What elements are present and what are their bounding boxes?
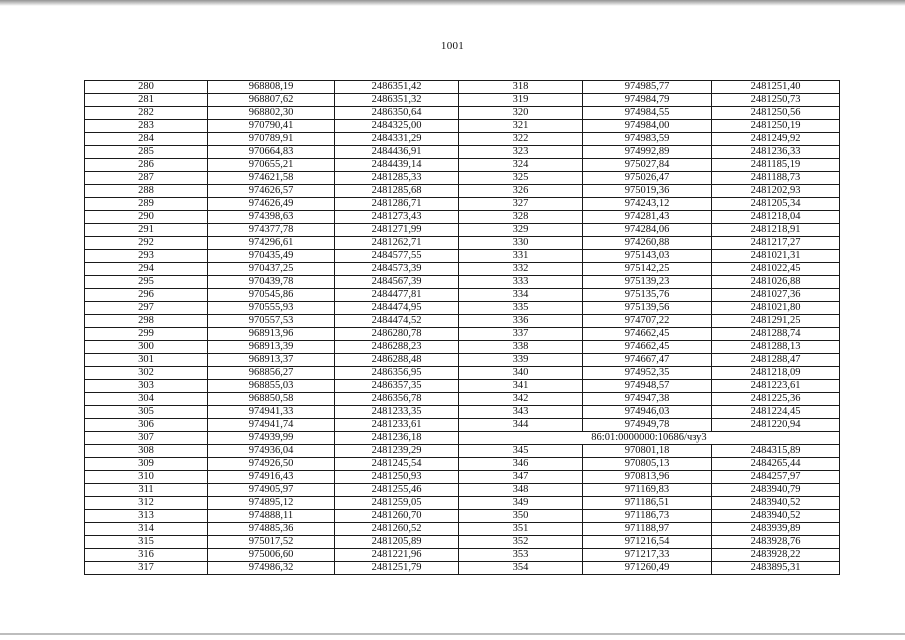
right-y-coordinate-cell: 2481224,45 xyxy=(712,406,840,419)
table-row xyxy=(85,159,840,172)
left-x-coordinate-cell: 974986,32 xyxy=(208,562,335,575)
left-x-coordinate-cell: 968850,58 xyxy=(208,393,335,406)
left-x-coordinate-cell: 974916,43 xyxy=(208,471,335,484)
right-x-coordinate-cell: 971186,51 xyxy=(583,497,712,510)
left-point-number-cell: 280 xyxy=(85,81,208,94)
table-row xyxy=(85,224,840,237)
left-y-coordinate-cell: 2481260,70 xyxy=(335,510,459,523)
left-point-number-cell: 295 xyxy=(85,276,208,289)
left-x-coordinate-cell: 970655,21 xyxy=(208,159,335,172)
left-y-coordinate-cell: 2481239,29 xyxy=(335,445,459,458)
left-x-coordinate-cell: 970435,49 xyxy=(208,250,335,263)
left-point-number-cell: 302 xyxy=(85,367,208,380)
left-x-coordinate-cell: 974888,11 xyxy=(208,510,335,523)
table-row xyxy=(85,328,840,341)
left-y-coordinate-cell: 2486288,23 xyxy=(335,341,459,354)
left-x-coordinate-cell: 970555,93 xyxy=(208,302,335,315)
left-point-number-cell: 312 xyxy=(85,497,208,510)
right-y-coordinate-cell: 2481188,73 xyxy=(712,172,840,185)
right-y-coordinate-cell: 2481021,31 xyxy=(712,250,840,263)
left-x-coordinate-cell: 974296,61 xyxy=(208,237,335,250)
table-row xyxy=(85,172,840,185)
right-y-coordinate-cell: 2481250,73 xyxy=(712,94,840,107)
left-x-coordinate-cell: 974621,58 xyxy=(208,172,335,185)
right-x-coordinate-cell: 974985,77 xyxy=(583,81,712,94)
left-x-coordinate-cell: 974936,04 xyxy=(208,445,335,458)
left-point-number-cell: 287 xyxy=(85,172,208,185)
right-x-coordinate-cell: 974667,47 xyxy=(583,354,712,367)
left-y-coordinate-cell: 2481262,71 xyxy=(335,237,459,250)
right-y-coordinate-cell: 2481250,19 xyxy=(712,120,840,133)
left-point-number-cell: 303 xyxy=(85,380,208,393)
right-x-coordinate-cell: 975139,56 xyxy=(583,302,712,315)
right-y-coordinate-cell: 2481236,33 xyxy=(712,146,840,159)
table-row xyxy=(85,445,840,458)
right-point-number-cell: 332 xyxy=(459,263,583,276)
right-point-number-cell: 346 xyxy=(459,458,583,471)
left-y-coordinate-cell: 2481260,52 xyxy=(335,523,459,536)
table-row xyxy=(85,146,840,159)
right-x-coordinate-cell: 975142,25 xyxy=(583,263,712,276)
right-y-coordinate-cell: 2484265,44 xyxy=(712,458,840,471)
right-x-coordinate-cell: 975026,47 xyxy=(583,172,712,185)
left-point-number-cell: 288 xyxy=(85,185,208,198)
left-y-coordinate-cell: 2484573,39 xyxy=(335,263,459,276)
left-y-coordinate-cell: 2484436,91 xyxy=(335,146,459,159)
right-point-number-cell: 331 xyxy=(459,250,583,263)
table-row xyxy=(85,562,840,575)
scan-edge-bottom xyxy=(0,633,905,635)
right-point-number-cell: 341 xyxy=(459,380,583,393)
right-point-number-cell: 321 xyxy=(459,120,583,133)
table-row xyxy=(85,510,840,523)
table-row xyxy=(85,471,840,484)
right-x-coordinate-cell: 974662,45 xyxy=(583,341,712,354)
right-point-number-cell: 336 xyxy=(459,315,583,328)
left-point-number-cell: 300 xyxy=(85,341,208,354)
right-x-coordinate-cell: 974948,57 xyxy=(583,380,712,393)
right-point-number-cell: 344 xyxy=(459,419,583,432)
left-point-number-cell: 297 xyxy=(85,302,208,315)
table-row xyxy=(85,458,840,471)
left-y-coordinate-cell: 2486356,78 xyxy=(335,393,459,406)
right-x-coordinate-cell: 974949,78 xyxy=(583,419,712,432)
left-point-number-cell: 315 xyxy=(85,536,208,549)
left-x-coordinate-cell: 975006,60 xyxy=(208,549,335,562)
table-row xyxy=(85,237,840,250)
right-point-number-cell: 353 xyxy=(459,549,583,562)
left-point-number-cell: 299 xyxy=(85,328,208,341)
table-row xyxy=(85,250,840,263)
left-x-coordinate-cell: 974939,99 xyxy=(208,432,335,445)
left-point-number-cell: 294 xyxy=(85,263,208,276)
left-x-coordinate-cell: 974398,63 xyxy=(208,211,335,224)
left-x-coordinate-cell: 970545,86 xyxy=(208,289,335,302)
left-point-number-cell: 290 xyxy=(85,211,208,224)
right-x-coordinate-cell: 971169,83 xyxy=(583,484,712,497)
right-y-coordinate-cell: 2481251,40 xyxy=(712,81,840,94)
left-y-coordinate-cell: 2486350,64 xyxy=(335,107,459,120)
right-x-coordinate-cell: 970813,96 xyxy=(583,471,712,484)
left-y-coordinate-cell: 2481245,54 xyxy=(335,458,459,471)
right-x-coordinate-cell: 975143,03 xyxy=(583,250,712,263)
right-x-coordinate-cell: 974947,38 xyxy=(583,393,712,406)
right-point-number-cell: 338 xyxy=(459,341,583,354)
right-point-number-cell: 327 xyxy=(459,198,583,211)
table-row xyxy=(85,536,840,549)
right-point-number-cell: 334 xyxy=(459,289,583,302)
right-y-coordinate-cell: 2484315,89 xyxy=(712,445,840,458)
left-point-number-cell: 292 xyxy=(85,237,208,250)
table-row xyxy=(85,497,840,510)
right-x-coordinate-cell: 975135,76 xyxy=(583,289,712,302)
left-x-coordinate-cell: 970789,91 xyxy=(208,133,335,146)
right-point-number-cell: 326 xyxy=(459,185,583,198)
left-x-coordinate-cell: 968802,30 xyxy=(208,107,335,120)
table-row xyxy=(85,276,840,289)
left-y-coordinate-cell: 2486357,35 xyxy=(335,380,459,393)
table-row xyxy=(85,432,840,445)
right-point-number-cell: 342 xyxy=(459,393,583,406)
left-point-number-cell: 306 xyxy=(85,419,208,432)
left-x-coordinate-cell: 974377,78 xyxy=(208,224,335,237)
right-point-number-cell: 339 xyxy=(459,354,583,367)
left-y-coordinate-cell: 2481236,18 xyxy=(335,432,459,445)
right-x-coordinate-cell: 974983,59 xyxy=(583,133,712,146)
right-point-number-cell: 347 xyxy=(459,471,583,484)
table-row xyxy=(85,94,840,107)
left-point-number-cell: 284 xyxy=(85,133,208,146)
right-y-coordinate-cell: 2481205,34 xyxy=(712,198,840,211)
right-x-coordinate-cell: 974662,45 xyxy=(583,328,712,341)
right-y-coordinate-cell: 2483940,52 xyxy=(712,497,840,510)
left-point-number-cell: 296 xyxy=(85,289,208,302)
table-row xyxy=(85,523,840,536)
right-y-coordinate-cell: 2481202,93 xyxy=(712,185,840,198)
left-y-coordinate-cell: 2481250,93 xyxy=(335,471,459,484)
right-y-coordinate-cell: 2481026,88 xyxy=(712,276,840,289)
left-y-coordinate-cell: 2481271,99 xyxy=(335,224,459,237)
left-x-coordinate-cell: 974626,57 xyxy=(208,185,335,198)
right-point-number-cell: 351 xyxy=(459,523,583,536)
left-x-coordinate-cell: 968913,39 xyxy=(208,341,335,354)
left-y-coordinate-cell: 2481286,71 xyxy=(335,198,459,211)
right-y-coordinate-cell: 2481218,09 xyxy=(712,367,840,380)
right-x-coordinate-cell: 974984,79 xyxy=(583,94,712,107)
table-row xyxy=(85,393,840,406)
left-x-coordinate-cell: 968913,37 xyxy=(208,354,335,367)
right-y-coordinate-cell: 2481218,04 xyxy=(712,211,840,224)
left-y-coordinate-cell: 2481285,33 xyxy=(335,172,459,185)
left-x-coordinate-cell: 970557,53 xyxy=(208,315,335,328)
right-x-coordinate-cell: 975139,23 xyxy=(583,276,712,289)
right-x-coordinate-cell: 974952,35 xyxy=(583,367,712,380)
left-x-coordinate-cell: 974905,97 xyxy=(208,484,335,497)
right-point-number-cell: 322 xyxy=(459,133,583,146)
table-row xyxy=(85,263,840,276)
left-y-coordinate-cell: 2484439,14 xyxy=(335,159,459,172)
table-row xyxy=(85,549,840,562)
table-row xyxy=(85,289,840,302)
left-x-coordinate-cell: 974926,50 xyxy=(208,458,335,471)
left-point-number-cell: 283 xyxy=(85,120,208,133)
left-y-coordinate-cell: 2481221,96 xyxy=(335,549,459,562)
table-row xyxy=(85,406,840,419)
left-y-coordinate-cell: 2481273,43 xyxy=(335,211,459,224)
left-point-number-cell: 313 xyxy=(85,510,208,523)
right-y-coordinate-cell: 2483939,89 xyxy=(712,523,840,536)
table-row xyxy=(85,315,840,328)
left-x-coordinate-cell: 974885,36 xyxy=(208,523,335,536)
scan-edge-top xyxy=(0,0,905,6)
right-y-coordinate-cell: 2483928,22 xyxy=(712,549,840,562)
right-y-coordinate-cell: 2481185,19 xyxy=(712,159,840,172)
left-y-coordinate-cell: 2484577,55 xyxy=(335,250,459,263)
right-x-coordinate-cell: 971186,73 xyxy=(583,510,712,523)
left-point-number-cell: 307 xyxy=(85,432,208,445)
left-x-coordinate-cell: 968856,27 xyxy=(208,367,335,380)
right-point-number-cell: 320 xyxy=(459,107,583,120)
left-y-coordinate-cell: 2486351,32 xyxy=(335,94,459,107)
coordinates-table-body xyxy=(85,81,840,575)
left-point-number-cell: 308 xyxy=(85,445,208,458)
right-point-number-cell: 345 xyxy=(459,445,583,458)
right-y-coordinate-cell: 2481021,80 xyxy=(712,302,840,315)
table-row xyxy=(85,211,840,224)
left-x-coordinate-cell: 970439,78 xyxy=(208,276,335,289)
left-y-coordinate-cell: 2481251,79 xyxy=(335,562,459,575)
table-row xyxy=(85,341,840,354)
left-y-coordinate-cell: 2484474,95 xyxy=(335,302,459,315)
right-x-coordinate-cell: 974984,00 xyxy=(583,120,712,133)
table-row xyxy=(85,133,840,146)
left-y-coordinate-cell: 2481255,46 xyxy=(335,484,459,497)
right-y-coordinate-cell: 2481225,36 xyxy=(712,393,840,406)
left-point-number-cell: 314 xyxy=(85,523,208,536)
right-y-coordinate-cell: 2481218,91 xyxy=(712,224,840,237)
parcel-section-header: 86:01:0000000:10686/чзу3 xyxy=(459,432,840,445)
left-point-number-cell: 281 xyxy=(85,94,208,107)
right-x-coordinate-cell: 974946,03 xyxy=(583,406,712,419)
right-y-coordinate-cell: 2483895,31 xyxy=(712,562,840,575)
right-x-coordinate-cell: 974992,89 xyxy=(583,146,712,159)
table-row xyxy=(85,380,840,393)
left-y-coordinate-cell: 2486351,42 xyxy=(335,81,459,94)
right-y-coordinate-cell: 2481291,25 xyxy=(712,315,840,328)
right-y-coordinate-cell: 2481217,27 xyxy=(712,237,840,250)
table-row xyxy=(85,367,840,380)
right-point-number-cell: 350 xyxy=(459,510,583,523)
left-point-number-cell: 316 xyxy=(85,549,208,562)
right-y-coordinate-cell: 2481223,61 xyxy=(712,380,840,393)
left-x-coordinate-cell: 968808,19 xyxy=(208,81,335,94)
right-point-number-cell: 340 xyxy=(459,367,583,380)
left-point-number-cell: 301 xyxy=(85,354,208,367)
right-x-coordinate-cell: 974284,06 xyxy=(583,224,712,237)
right-x-coordinate-cell: 970801,18 xyxy=(583,445,712,458)
left-y-coordinate-cell: 2481233,61 xyxy=(335,419,459,432)
right-y-coordinate-cell: 2481288,74 xyxy=(712,328,840,341)
left-y-coordinate-cell: 2481285,68 xyxy=(335,185,459,198)
left-x-coordinate-cell: 974941,33 xyxy=(208,406,335,419)
right-point-number-cell: 323 xyxy=(459,146,583,159)
right-x-coordinate-cell: 975019,36 xyxy=(583,185,712,198)
left-point-number-cell: 317 xyxy=(85,562,208,575)
right-y-coordinate-cell: 2483940,79 xyxy=(712,484,840,497)
left-point-number-cell: 291 xyxy=(85,224,208,237)
left-point-number-cell: 282 xyxy=(85,107,208,120)
left-x-coordinate-cell: 975017,52 xyxy=(208,536,335,549)
left-x-coordinate-cell: 974626,49 xyxy=(208,198,335,211)
left-y-coordinate-cell: 2481233,35 xyxy=(335,406,459,419)
right-x-coordinate-cell: 975027,84 xyxy=(583,159,712,172)
left-x-coordinate-cell: 970664,83 xyxy=(208,146,335,159)
left-y-coordinate-cell: 2486356,95 xyxy=(335,367,459,380)
table-row xyxy=(85,107,840,120)
left-point-number-cell: 298 xyxy=(85,315,208,328)
left-point-number-cell: 304 xyxy=(85,393,208,406)
right-y-coordinate-cell: 2481022,45 xyxy=(712,263,840,276)
right-point-number-cell: 318 xyxy=(459,81,583,94)
right-x-coordinate-cell: 971260,49 xyxy=(583,562,712,575)
left-point-number-cell: 305 xyxy=(85,406,208,419)
right-point-number-cell: 352 xyxy=(459,536,583,549)
right-x-coordinate-cell: 974281,43 xyxy=(583,211,712,224)
right-x-coordinate-cell: 971188,97 xyxy=(583,523,712,536)
left-y-coordinate-cell: 2484477,81 xyxy=(335,289,459,302)
left-y-coordinate-cell: 2484325,00 xyxy=(335,120,459,133)
right-y-coordinate-cell: 2483928,76 xyxy=(712,536,840,549)
right-point-number-cell: 337 xyxy=(459,328,583,341)
left-y-coordinate-cell: 2481205,89 xyxy=(335,536,459,549)
left-point-number-cell: 311 xyxy=(85,484,208,497)
right-point-number-cell: 328 xyxy=(459,211,583,224)
right-point-number-cell: 335 xyxy=(459,302,583,315)
left-y-coordinate-cell: 2486280,78 xyxy=(335,328,459,341)
left-x-coordinate-cell: 968855,03 xyxy=(208,380,335,393)
right-point-number-cell: 325 xyxy=(459,172,583,185)
left-y-coordinate-cell: 2484567,39 xyxy=(335,276,459,289)
left-point-number-cell: 310 xyxy=(85,471,208,484)
left-x-coordinate-cell: 974941,74 xyxy=(208,419,335,432)
left-point-number-cell: 289 xyxy=(85,198,208,211)
left-x-coordinate-cell: 968807,62 xyxy=(208,94,335,107)
page-number: 1001 xyxy=(440,40,465,52)
right-x-coordinate-cell: 970805,13 xyxy=(583,458,712,471)
right-y-coordinate-cell: 2481249,92 xyxy=(712,133,840,146)
left-x-coordinate-cell: 970790,41 xyxy=(208,120,335,133)
right-point-number-cell: 348 xyxy=(459,484,583,497)
right-point-number-cell: 349 xyxy=(459,497,583,510)
right-point-number-cell: 329 xyxy=(459,224,583,237)
coordinates-table xyxy=(84,80,840,575)
left-point-number-cell: 286 xyxy=(85,159,208,172)
right-y-coordinate-cell: 2481220,94 xyxy=(712,419,840,432)
right-y-coordinate-cell: 2481027,36 xyxy=(712,289,840,302)
right-x-coordinate-cell: 974707,22 xyxy=(583,315,712,328)
table-row xyxy=(85,120,840,133)
right-y-coordinate-cell: 2481288,47 xyxy=(712,354,840,367)
left-y-coordinate-cell: 2484331,29 xyxy=(335,133,459,146)
left-point-number-cell: 293 xyxy=(85,250,208,263)
right-y-coordinate-cell: 2484257,97 xyxy=(712,471,840,484)
table-row xyxy=(85,198,840,211)
table-row xyxy=(85,354,840,367)
right-x-coordinate-cell: 971216,54 xyxy=(583,536,712,549)
table-row xyxy=(85,81,840,94)
right-point-number-cell: 330 xyxy=(459,237,583,250)
right-point-number-cell: 354 xyxy=(459,562,583,575)
left-x-coordinate-cell: 968913,96 xyxy=(208,328,335,341)
right-x-coordinate-cell: 974260,88 xyxy=(583,237,712,250)
right-x-coordinate-cell: 974984,55 xyxy=(583,107,712,120)
table-row xyxy=(85,419,840,432)
left-y-coordinate-cell: 2484474,52 xyxy=(335,315,459,328)
right-y-coordinate-cell: 2481250,56 xyxy=(712,107,840,120)
table-row xyxy=(85,302,840,315)
left-y-coordinate-cell: 2486288,48 xyxy=(335,354,459,367)
left-point-number-cell: 285 xyxy=(85,146,208,159)
right-point-number-cell: 324 xyxy=(459,159,583,172)
right-point-number-cell: 343 xyxy=(459,406,583,419)
right-x-coordinate-cell: 971217,33 xyxy=(583,549,712,562)
table-row xyxy=(85,185,840,198)
left-x-coordinate-cell: 974895,12 xyxy=(208,497,335,510)
table-row xyxy=(85,484,840,497)
left-x-coordinate-cell: 970437,25 xyxy=(208,263,335,276)
right-point-number-cell: 333 xyxy=(459,276,583,289)
right-y-coordinate-cell: 2481288,13 xyxy=(712,341,840,354)
right-point-number-cell: 319 xyxy=(459,94,583,107)
right-x-coordinate-cell: 974243,12 xyxy=(583,198,712,211)
left-y-coordinate-cell: 2481259,05 xyxy=(335,497,459,510)
left-point-number-cell: 309 xyxy=(85,458,208,471)
right-y-coordinate-cell: 2483940,52 xyxy=(712,510,840,523)
